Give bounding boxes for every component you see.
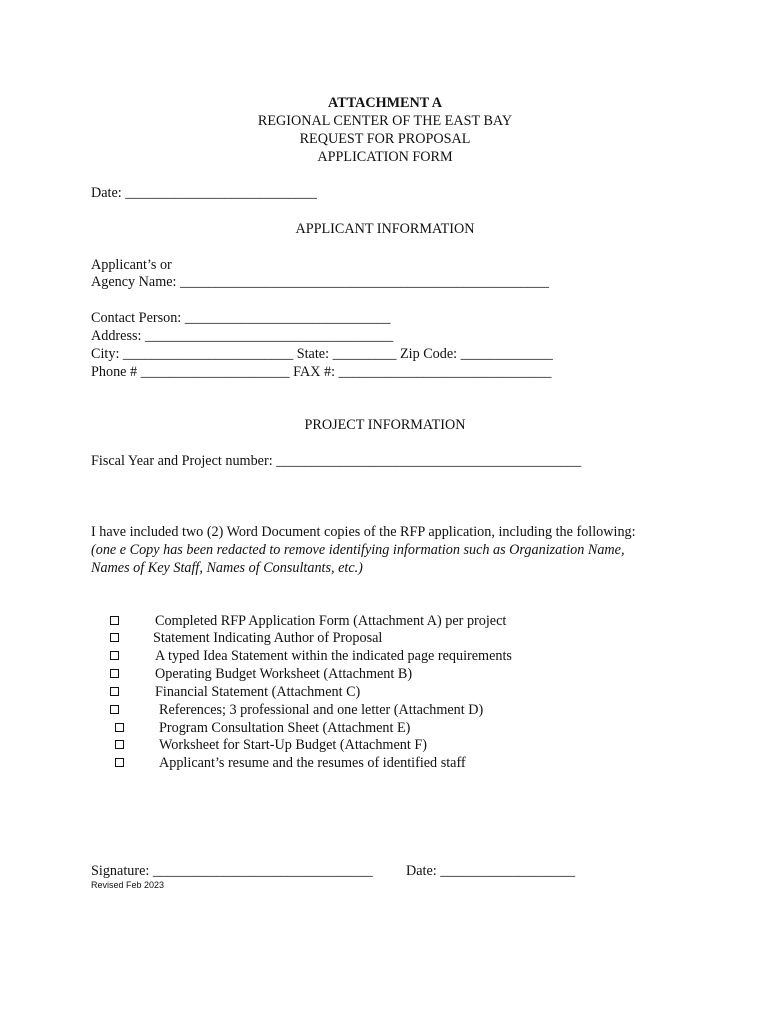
checkbox-icon[interactable] <box>110 705 119 714</box>
phone-fax-field[interactable]: Phone # _____________________ FAX #: ______________________________ <box>91 364 552 380</box>
signature-field[interactable]: Signature: _______________________________ <box>91 863 373 879</box>
applicant-name-label: Applicant’s or <box>91 257 172 273</box>
checklist-item: Worksheet for Start-Up Budget (Attachment F) <box>159 737 427 753</box>
city-state-zip-field[interactable]: City: ________________________ State: _________ Zip Code: _____________ <box>91 346 553 362</box>
checklist-item: Statement Indicating Author of Proposal <box>153 630 383 646</box>
checkbox-icon[interactable] <box>115 740 124 749</box>
checklist-item: References; 3 professional and one letter (Attachment D) <box>159 702 484 718</box>
checkbox-icon[interactable] <box>110 669 119 678</box>
checkbox-icon[interactable] <box>110 633 119 642</box>
redaction-note-line2: Names of Key Staff, Names of Consultants, etc.) <box>91 560 363 576</box>
organization-name: REGIONAL CENTER OF THE EAST BAY <box>257 113 513 129</box>
applicant-info-heading: APPLICANT INFORMATION <box>295 221 475 237</box>
form-name: APPLICATION FORM <box>317 149 453 165</box>
revision-note: Revised Feb 2023 <box>91 880 165 890</box>
checkbox-icon[interactable] <box>115 723 124 732</box>
date-field[interactable]: Date: ___________________________ <box>91 185 317 201</box>
checklist-item: Program Consultation Sheet (Attachment E) <box>159 720 411 736</box>
redaction-note-line1: (one e Copy has been redacted to remove identifying information such as Organization Name, <box>91 542 625 558</box>
project-info-heading: PROJECT INFORMATION <box>304 417 466 433</box>
contact-person-field[interactable]: Contact Person: _____________________________ <box>91 310 391 326</box>
checklist-item: Completed RFP Application Form (Attachment A) per project <box>155 613 507 629</box>
address-field[interactable]: Address: ___________________________________ <box>91 328 394 344</box>
checkbox-icon[interactable] <box>110 616 119 625</box>
document-type: REQUEST FOR PROPOSAL <box>299 131 471 147</box>
checklist-item: A typed Idea Statement within the indicated page requirements <box>155 648 512 664</box>
checkbox-icon[interactable] <box>115 758 124 767</box>
included-copies-intro: I have included two (2) Word Document copies of the RFP application, including the following: <box>91 524 636 540</box>
signature-date-field[interactable]: Date: ___________________ <box>406 863 576 879</box>
fiscal-year-field[interactable]: Fiscal Year and Project number: ___________________________________________ <box>91 453 582 469</box>
checkbox-icon[interactable] <box>110 687 119 696</box>
checklist-item: Applicant’s resume and the resumes of identified staff <box>159 755 466 771</box>
agency-name-field[interactable]: Agency Name: ____________________________________________________ <box>91 274 549 290</box>
checklist-item: Operating Budget Worksheet (Attachment B) <box>155 666 413 682</box>
checklist-item: Financial Statement (Attachment C) <box>155 684 361 700</box>
attachment-title: ATTACHMENT A <box>328 95 442 111</box>
checkbox-icon[interactable] <box>110 651 119 660</box>
